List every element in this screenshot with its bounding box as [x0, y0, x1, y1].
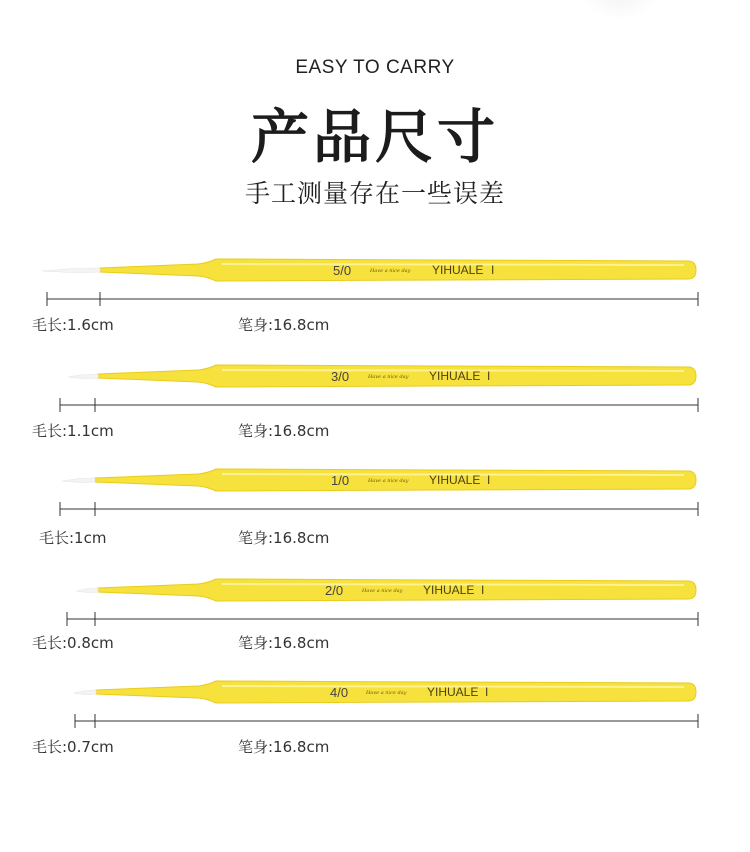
body-length-label: 笔身:16.8cm — [238, 738, 330, 756]
brush-illustration — [0, 460, 750, 560]
bristle-length-label: 毛长:1.6cm — [32, 316, 114, 334]
brush-size-label: 5/0 — [333, 263, 352, 278]
body-length-label: 笔身:16.8cm — [238, 316, 330, 334]
brush-size-label: 2/0 — [325, 583, 344, 598]
brush-illustration — [0, 250, 750, 350]
brush-bristle — [74, 690, 96, 694]
script-text: Have a nice day — [368, 374, 409, 380]
bristle-length-label: 毛长:0.7cm — [32, 738, 114, 756]
bristle-length-label: 毛长:1cm — [39, 529, 107, 547]
body-length-label: 笔身:16.8cm — [238, 422, 330, 440]
brand-label: YIHUALE — [429, 369, 481, 383]
brand-label: YIHUALE — [427, 685, 479, 699]
brush-item — [0, 460, 750, 560]
brush-item — [0, 570, 750, 670]
brand-label: YIHUALE — [429, 473, 481, 487]
bristle-length-label: 毛长:1.1cm — [32, 422, 114, 440]
script-text: Have a nice day — [368, 478, 409, 484]
measurement-note: 手工测量存在一些误差 — [244, 179, 505, 208]
script-text: Have a nice day — [366, 690, 407, 696]
brush-illustration — [0, 570, 750, 670]
brush-bristle — [42, 268, 100, 272]
body-length-label: 笔身:16.8cm — [238, 634, 330, 652]
brand-label: YIHUALE — [423, 583, 475, 597]
brush-bristle — [68, 374, 98, 378]
brush-item — [0, 250, 750, 350]
brand-mark: I — [485, 685, 489, 699]
body-length-label: 笔身:16.8cm — [238, 529, 330, 547]
brush-item — [0, 356, 750, 456]
bristle-length-label: 毛长:0.8cm — [32, 634, 114, 652]
brand-mark: I — [491, 263, 495, 277]
brand-label: YIHUALE — [432, 263, 484, 277]
brush-size-label: 4/0 — [330, 685, 349, 700]
brand-mark: I — [487, 473, 491, 487]
brush-bristle — [76, 588, 98, 592]
subtitle-english: EASY TO CARRY — [295, 57, 455, 78]
brand-mark: I — [487, 369, 491, 383]
brush-item — [0, 672, 750, 772]
script-text: Have a nice day — [370, 268, 411, 274]
brand-mark: I — [481, 583, 485, 597]
brush-size-label: 1/0 — [331, 473, 350, 488]
corner-highlight — [580, 0, 660, 20]
script-text: Have a nice day — [362, 588, 403, 594]
page-title: 产品尺寸 — [250, 103, 499, 171]
brush-bristle — [62, 478, 95, 482]
brush-illustration — [0, 672, 750, 772]
brush-size-label: 3/0 — [331, 369, 350, 384]
brush-illustration — [0, 356, 750, 456]
